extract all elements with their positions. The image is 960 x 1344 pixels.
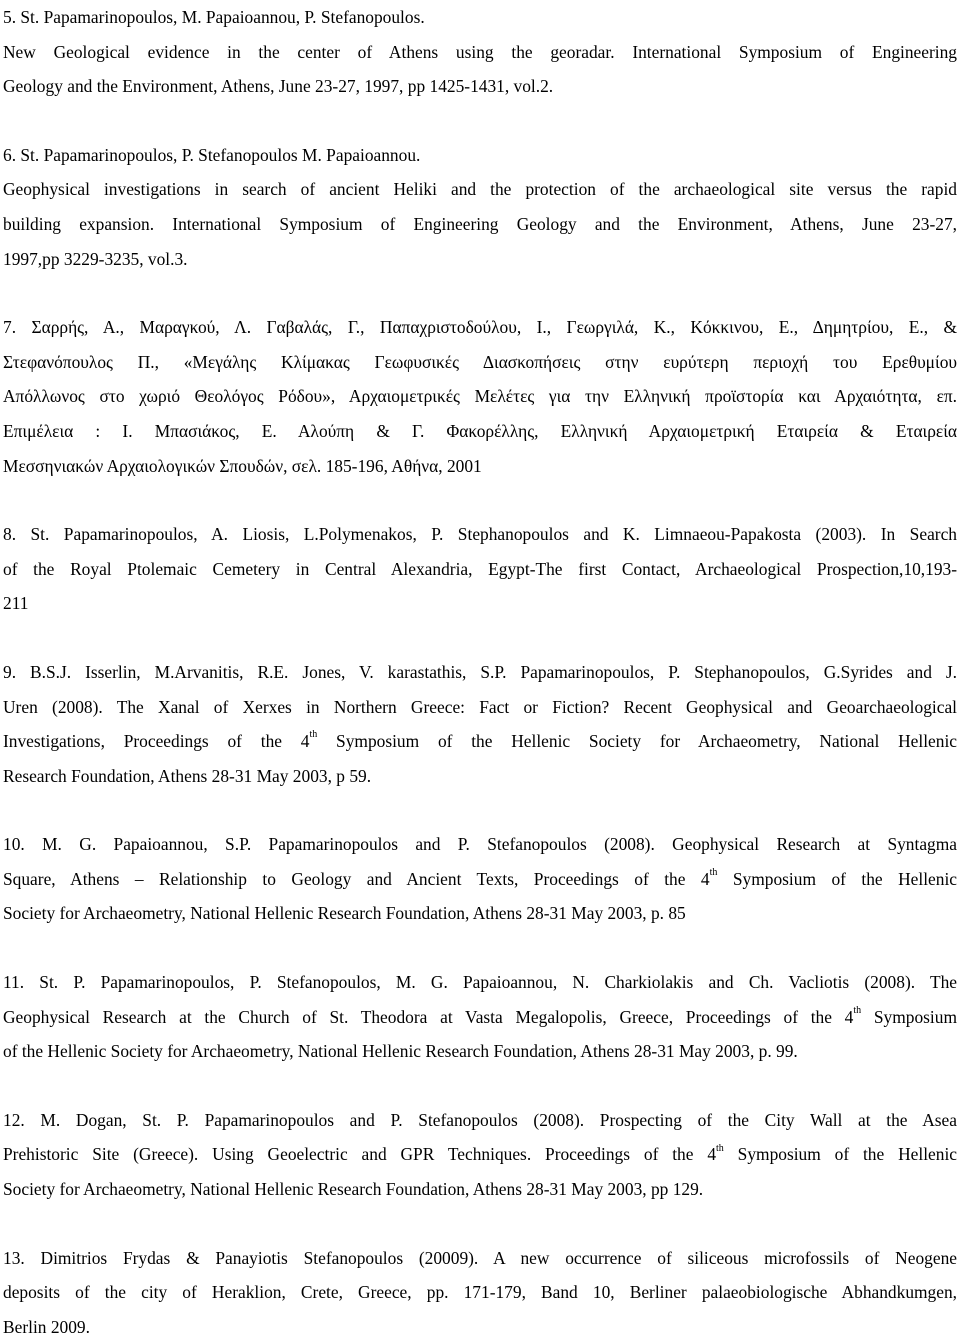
reference-8 xyxy=(3,517,957,621)
reference-12 xyxy=(3,1103,957,1207)
reference-12-line-1: 12. M. Dogan, St. P. Papamarinopoulos and P. Stefanopoulos (2008). Prospecting of the City Wall at the Asea xyxy=(3,1109,957,1130)
reference-6-line-2: Geophysical investigations in search of ancient Heliki and the protection of the archaeological site versus the rapid xyxy=(3,179,957,200)
superscript-th: th xyxy=(309,729,318,741)
reference-12-line-2-b: Symposium of the Hellenic xyxy=(723,1144,957,1165)
reference-7-line-3: Απόλλωνος στο χωριό Θεολόγος Ρόδου», Αρχαιομετρικές Μελέτες για την Ελληνική προϊστορία και Αρχαιότητα, επ. xyxy=(3,386,957,407)
reference-12-line-3: Society for Archaeometry, National Hellenic Research Foundation, Athens 28-31 May 2003, pp 129. xyxy=(3,1179,704,1200)
reference-7-line-2: Στεφανόπουλος Π., «Μεγάλης Κλίμακας Γεωφυσικές Διασκοπήσεις στην ευρύτερη περιοχή του Ερεθυμίου xyxy=(3,351,957,372)
reference-11-line-2 xyxy=(3,1000,957,1035)
reference-8-line-1: 8. St. Papamarinopoulos, A. Liosis, L.Polymenakos, P. Stephanopoulos and K. Limnaeou-Papakosta (2003). In Search xyxy=(3,524,957,545)
reference-10-line-2 xyxy=(3,862,957,897)
reference-5-line-2: New Geological evidence in the center of Athens using the georadar. International Symposium of Engineering xyxy=(3,41,957,62)
reference-10-line-1: 10. M. G. Papaioannou, S.P. Papamarinopoulos and P. Stefanopoulos (2008). Geophysical Research at Syntagma xyxy=(3,834,957,855)
reference-12-line-2-a: Prehistoric Site (Greece). Using Geoelectric and GPR Techniques. Proceedings of the 4 xyxy=(3,1144,717,1165)
reference-7 xyxy=(3,310,957,483)
reference-11-line-2-a: Geophysical Research at the Church of St. Theodora at Vasta Megalopolis, Greece, Proceedings of the 4 xyxy=(3,1006,854,1027)
reference-11-line-2-b: Symposium xyxy=(861,1006,957,1027)
reference-10 xyxy=(3,827,957,931)
reference-7-line-1: 7. Σαρρής, Α., Μαραγκού, Λ. Γαβαλάς, Γ., Παπαχριστοδούλου, Ι., Γεωργιλά, Κ., Κόκκινου, Ε., Δημητρίου, Ε., & xyxy=(3,317,957,338)
superscript-th: th xyxy=(709,867,718,879)
reference-9-line-1: 9. B.S.J. Isserlin, M.Arvanitis, R.E. Jones, V. karastathis, S.P. Papamarinopoulos, P. Stephanopoulos, G.Syrides and J. xyxy=(3,661,957,682)
reference-11 xyxy=(3,965,957,1069)
superscript-th: th xyxy=(716,1142,724,1154)
reference-13-line-3: Berlin 2009. xyxy=(3,1316,90,1337)
reference-7-line-5: Μεσσηνιακών Αρχαιολογικών Σπουδών, σελ. 185-196, Αθήνα, 2001 xyxy=(3,455,482,476)
reference-11-line-3: of the Hellenic Society for Archaeometry, National Hellenic Research Foundation, Athens 28-31 May 2003, p. 99. xyxy=(3,1041,798,1062)
reference-5-line-1: 5. St. Papamarinopoulos, M. Papaioannou, P. Stefanopoulos. xyxy=(3,7,425,27)
reference-9-line-4: Research Foundation, Athens 28-31 May 2003, p 59. xyxy=(3,765,372,786)
reference-8-line-3: 211 xyxy=(3,593,29,614)
reference-6-line-3: building expansion. International Symposium of Engineering Geology and the Environment, Athens, June 23-27, xyxy=(3,213,957,234)
reference-9-line-3-b: Symposium of the Hellenic Society for Archaeometry, National Hellenic xyxy=(317,731,958,752)
reference-9 xyxy=(3,655,957,793)
reference-6-line-4: 1997,pp 3229-3235, vol.3. xyxy=(3,248,188,269)
reference-11-line-1: 11. St. P. Papamarinopoulos, P. Stefanopoulos, M. G. Papaioannou, N. Charkiolakis and Ch. Vacliotis (2008). The xyxy=(3,972,957,993)
reference-5-line-3: Geology and the Environment, Athens, June 23-27, 1997, pp 1425-1431, vol.2. xyxy=(3,76,554,97)
reference-13-line-1: 13. Dimitrios Frydas & Panayiotis Stefanopoulos (20009). A new occurrence of siliceous microfossils of Neogene xyxy=(3,1247,957,1268)
reference-7-line-4: Επιμέλεια : Ι. Μπασιάκος, Ε. Αλούπη & Γ. Φακορέλλης, Ελληνική Αρχαιομετρική Εταιρεία & Εταιρεία xyxy=(3,420,957,441)
reference-10-line-2-a: Square, Athens – Relationship to Geology and Ancient Texts, Proceedings of the 4 xyxy=(3,868,710,889)
reference-12-line-2 xyxy=(3,1137,957,1172)
reference-5 xyxy=(3,0,957,104)
reference-list xyxy=(3,0,957,1344)
reference-10-line-2-b: Symposium of the Hellenic xyxy=(717,868,958,889)
reference-9-line-2: Uren (2008). The Xanal of Xerxes in Northern Greece: Fact or Fiction? Recent Geophysical and Geoarchaeological xyxy=(3,696,957,717)
reference-9-line-3 xyxy=(3,724,957,759)
superscript-th: th xyxy=(853,1004,862,1016)
reference-9-line-3-a: Investigations, Proceedings of the 4 xyxy=(3,731,310,752)
reference-8-line-2: of the Royal Ptolemaic Cemetery in Central Alexandria, Egypt-The first Contact, Archaeological Prospection,10,193- xyxy=(3,558,957,579)
reference-6 xyxy=(3,138,957,276)
reference-6-line-1: 6. St. Papamarinopoulos, P. Stefanopoulos M. Papaioannou. xyxy=(3,144,421,165)
reference-13-line-2: deposits of the city of Heraklion, Crete, Greece, pp. 171-179, Band 10, Berliner palaeobiologische Abhandkumgen, xyxy=(3,1282,957,1303)
reference-10-line-3: Society for Archaeometry, National Hellenic Research Foundation, Athens 28-31 May 2003, p. 85 xyxy=(3,903,686,924)
reference-13 xyxy=(3,1241,957,1344)
